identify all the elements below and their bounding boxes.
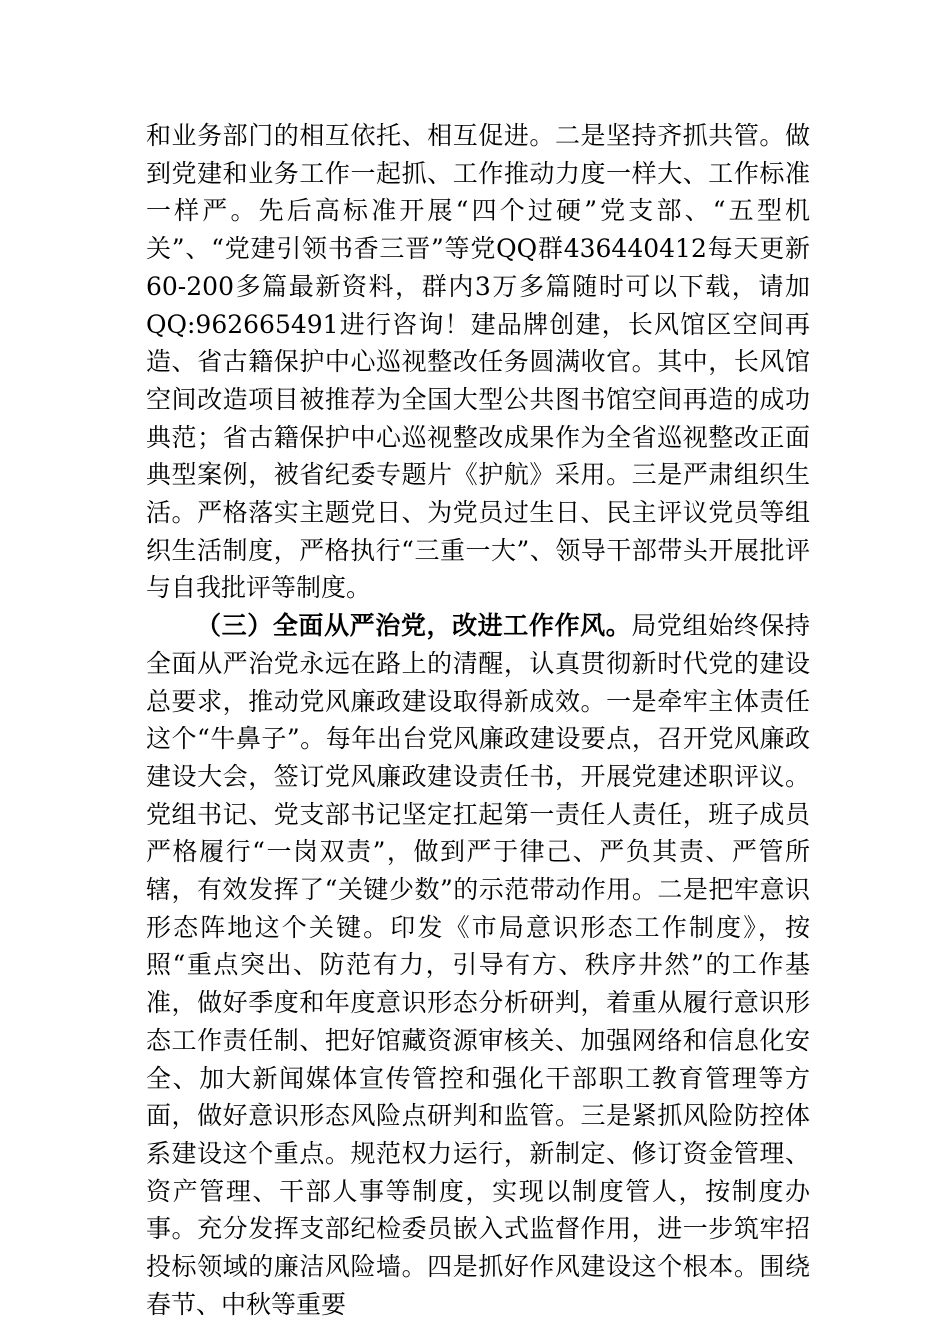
section-heading: （三）全面从严治党，改进工作作风。 [196, 611, 632, 641]
paragraph-continuation [146, 117, 810, 607]
paragraph-1-text: 和业务部门的相互依托、相互促进。二是坚持齐抓共管。做到党建和业务工作一起抓、工作推动力度一样大、工作标准一样严。先后高标准开展“四个过硬”党支部、“五型机关”、“党建引领书香三晋”等党QQ群436440412每天更新60-200多篇最新资料，群内3万多篇随时可以下载，请加QQ:962665491进行咨询！建品牌创建，长风馆区空间再造、省古籍保护中心巡视整改任务圆满收官。其中，长风馆空间改造项目被推荐为全国大型公共图书馆空间再造的成功典范；省古籍保护中心巡视整改成果作为全省巡视整改正面典型案例，被省纪委专题片《护航》采用。三是严肃组织生活。严格落实主题党日、为党员过生日、民主评议党员等组织生活制度，严格执行“三重一大”、领导干部带头开展批评与自我批评等制度。 [146, 121, 810, 603]
document-body [146, 117, 810, 1324]
paragraph-section-three [146, 607, 810, 1323]
paragraph-2-text: 局党组始终保持全面从严治党永远在路上的清醒，认真贯彻新时代党的建设总要求，推动党风廉政建设取得新成效。一是牵牢主体责任这个“牛鼻子”。每年出台党风廉政建设要点，召开党风廉政建设大会，签订党风廉政建设责任书，开展党建述职评议。党组书记、党支部书记坚定扛起第一责任人责任，班子成员严格履行“一岗双责”，做到严于律己、严负其责、严管所辖，有效发挥了“关键少数”的示范带动作用。二是把牢意识形态阵地这个关键。印发《市局意识形态工作制度》，按照“重点突出、防范有力，引导有方、秩序井然”的工作基准，做好季度和年度意识形态分析研判，着重从履行意识形态工作责任制、把好馆藏资源审核关、加强网络和信息化安全、加大新闻媒体宣传管控和强化干部职工教育管理等方面，做好意识形态风险点研判和监管。三是紧抓风险防控体系建设这个重点。规范权力运行，新制定、修订资金管理、资产管理、干部人事等制度，实现以制度管人，按制度办事。充分发挥支部纪检委员嵌入式监督作用，进一步筑牢招投标领域的廉洁风险墙。四是抓好作风建设这个根本。围绕春节、中秋等重要 [146, 611, 810, 1319]
